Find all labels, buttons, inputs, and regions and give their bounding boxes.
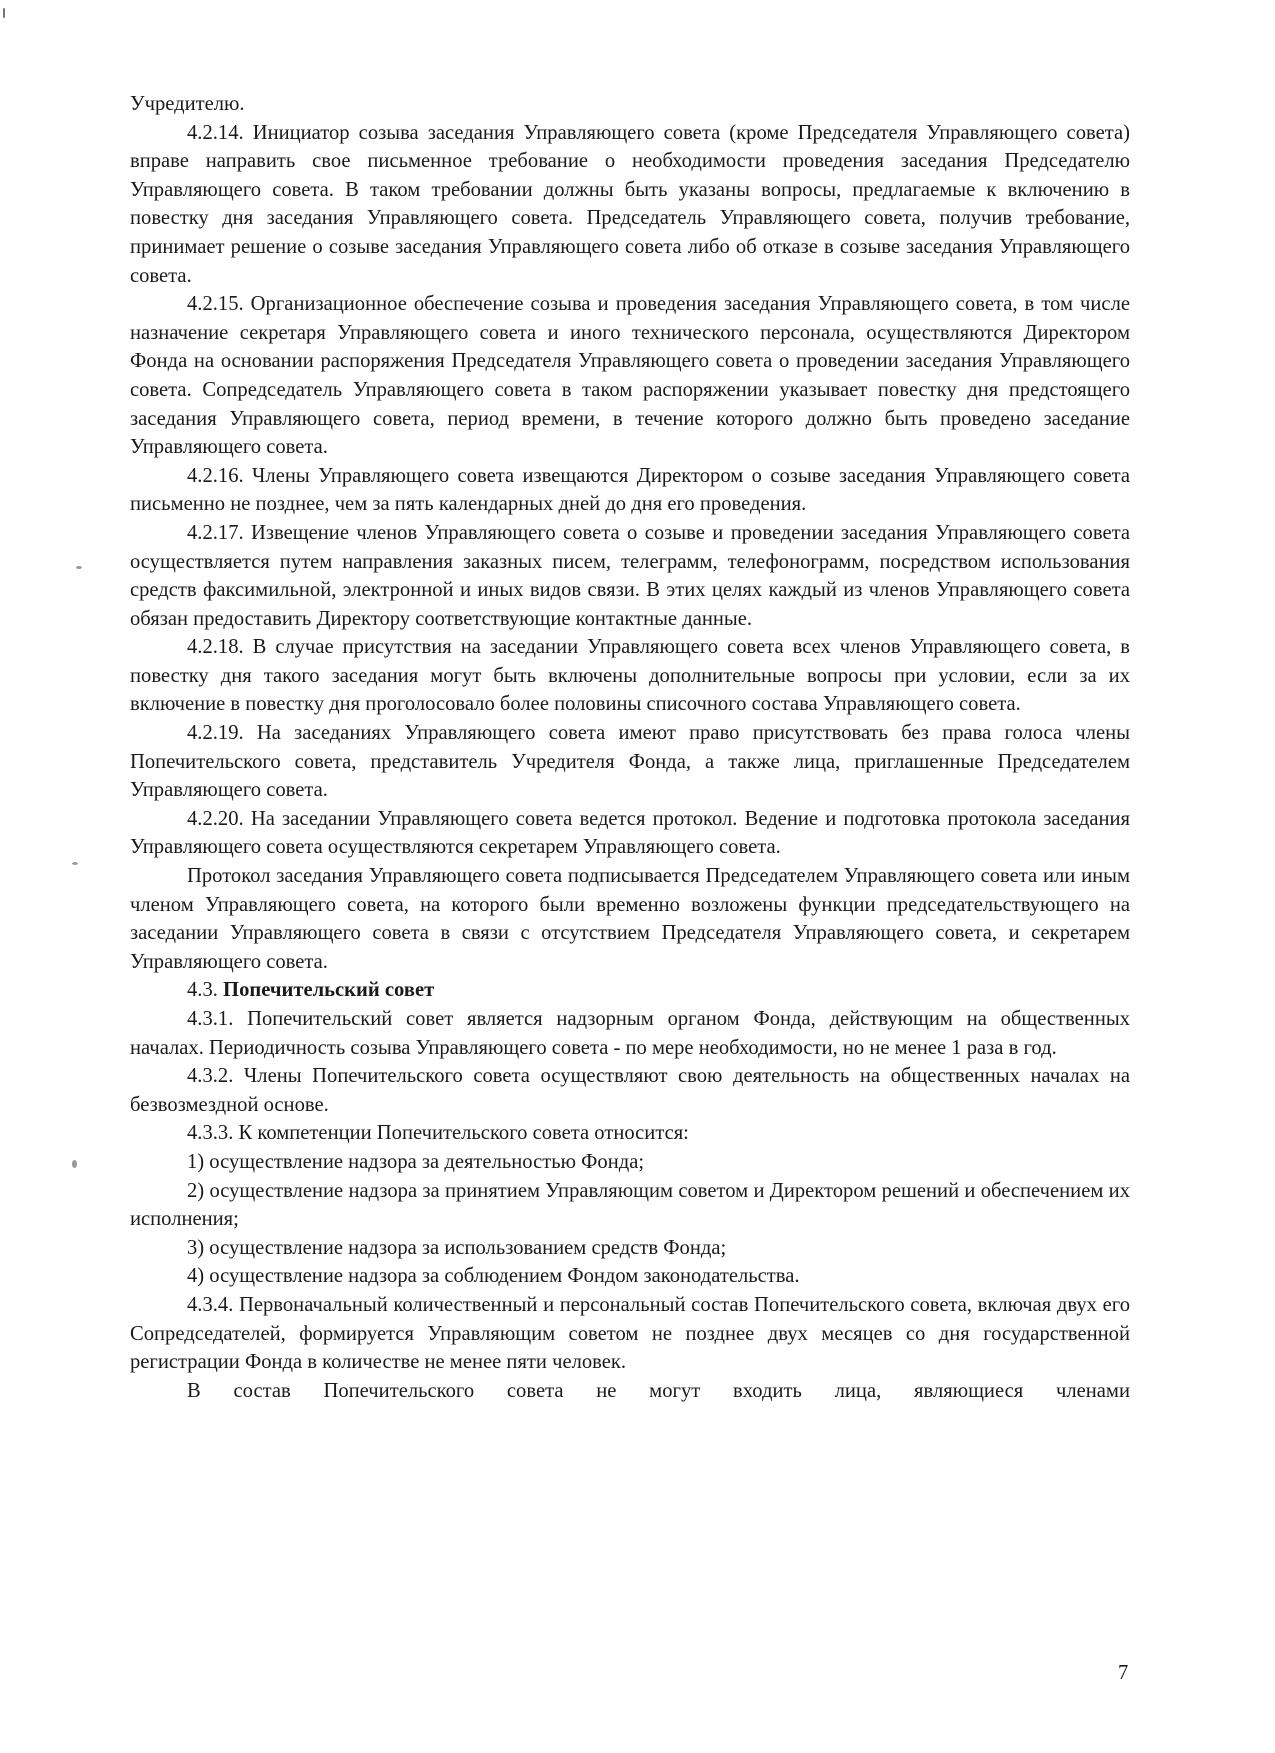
scan-dot bbox=[3, 8, 5, 18]
paragraph-4-3-4: 4.3.4. Первоначальный количественный и персональный состав Попечительского совета, включая двух его Сопредседателей, формируется Управляющим советом не позднее двух месяцев со дня государственной регистрации Фонда в количестве не менее пяти человек. bbox=[130, 1293, 1130, 1374]
paragraph-4-2-16: 4.2.16. Члены Управляющего совета извещаются Директором о созыве заседания Управляющего совета письменно не позднее, чем за пять календарных дней до дня его проведения. bbox=[130, 464, 1130, 516]
list-item-2: 2) осуществление надзора за принятием Управляющим советом и Директором решений и обеспечением их исполнения; bbox=[130, 1179, 1130, 1231]
list-item-4: 4) осуществление надзора за соблюдением Фондом законодательства. bbox=[187, 1265, 800, 1288]
list-item-3: 3) осуществление надзора за использованием средств Фонда; bbox=[187, 1236, 727, 1259]
paragraph-protocol: Протокол заседания Управляющего совета подписывается Председателем Управляющего совета или иным членом Управляющего совета, на которого были временно возложены функции председательствующего на заседании Управляющего совета в связи с отсутствием Председателя Управляющего совета, и секретарем Управляющего совета. bbox=[130, 865, 1130, 973]
paragraph-4-3-2: 4.3.2. Члены Попечительского совета осуществляют свою деятельность на общественных началах на безвозмездной основе. bbox=[130, 1065, 1130, 1116]
paragraph-4-2-15: 4.2.15. Организационное обеспечение созыва и проведения заседания Управляющего совета, в том числе назначение секретаря Управляющего совета и иного технического персонала, осуществляются Директором Фонда на основании распоряжения Председателя Управляющего совета о проведении заседания Управляющего совета. Сопредседатель Управляющего совета в таком распоряжении указывает повестку дня предстоящего заседания Управляющего совета, период времени, в течение которого должно быть проведено заседание Управляющего совета. bbox=[130, 293, 1130, 459]
paragraph-4-2-17: 4.2.17. Извещение членов Управляющего совета о созыве и проведении заседания Управляющего совета осуществляется путем направления заказных писем, телеграмм, телефонограмм, посредством использования средств факсимильной, электронной и иных видов связи. В этих целях каждый из членов Управляющего совета обязан предоставить Директору соответствующие контактные данные. bbox=[130, 521, 1130, 630]
paragraph-4-2-18: 4.2.18. В случае присутствия на заседании Управляющего совета всех членов Управляющего совета, в повестку дня такого заседания могут быть включены дополнительные вопросы при условии, если за их включение в повестку дня проголосовало более половины списочного состава Управляющего совета. bbox=[130, 636, 1130, 716]
section-title: Попечительский совет bbox=[223, 979, 435, 1002]
document-page bbox=[130, 90, 1130, 1405]
page-number: 7 bbox=[1118, 1662, 1129, 1684]
paragraph-4-2-19: 4.2.19. На заседаниях Управляющего совета имеют право присутствовать без права голоса члены Попечительского совета, представитель Учредителя Фонда, а также лица, приглашенные Председателем Управляющего совета. bbox=[130, 722, 1130, 802]
paragraph-4-3-3: 4.3.3. К компетенции Попечительского совета относится: bbox=[187, 1122, 689, 1145]
scan-dot bbox=[72, 1160, 77, 1168]
scan-dot bbox=[72, 862, 78, 865]
paragraph-4-3-1: 4.3.1. Попечительский совет является надзорным органом Фонда, действующим на общественных началах. Периодичность созыва Управляющего совета - по мере необходимости, но не менее 1 раза в год. bbox=[130, 1008, 1130, 1059]
paragraph-composition: В состав Попечительского совета не могут входить лица, являющиеся членами bbox=[187, 1379, 1130, 1402]
paragraph-continuation: Учредителю. bbox=[130, 93, 245, 115]
list-item-1: 1) осуществление надзора за деятельностью Фонда; bbox=[187, 1150, 645, 1173]
section-heading-4-3 bbox=[130, 976, 1130, 1005]
paragraph-4-2-14: 4.2.14. Инициатор созыва заседания Управляющего совета (кроме Председателя Управляющего совета) вправе направить свое письменное требование о необходимости проведения заседания Председателю Управляющего совета. В таком требовании должны быть указаны вопросы, предлагаемые к включению в повестку дня заседания Управляющего совета. Председатель Управляющего совета, получив требование, принимает решение о созыве заседания Управляющего совета либо об отказе в созыве заседания Управляющего совета. bbox=[130, 121, 1130, 287]
section-number: 4.3. bbox=[187, 979, 224, 1002]
paragraph-4-2-20: 4.2.20. На заседании Управляющего совета ведется протокол. Ведение и подготовка протокола заседания Управляющего совета осуществляются секретарем Управляющего совета. bbox=[130, 807, 1130, 859]
scan-dot bbox=[76, 566, 82, 569]
